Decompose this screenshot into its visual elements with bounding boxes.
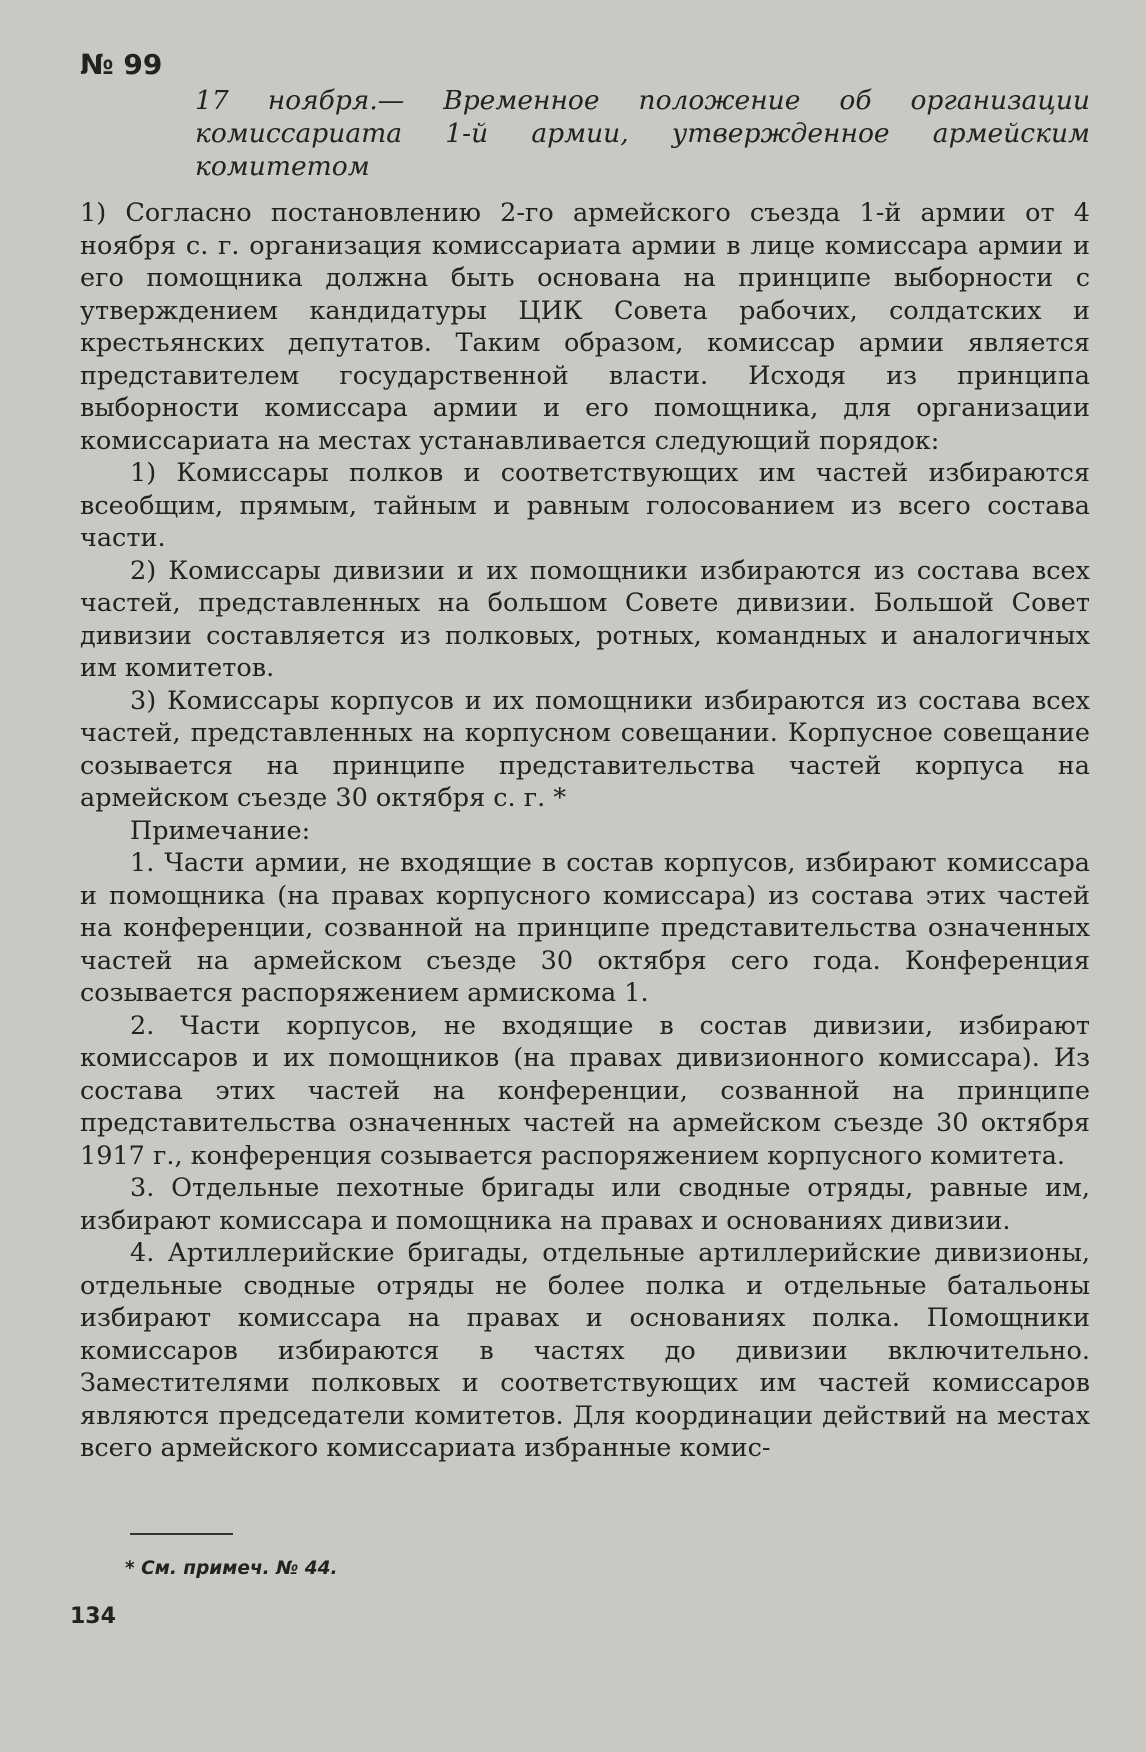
document-title: 17 ноября.— Временное положение об организации комиссариата 1-й армии, утвержденное армейским комитетом — [195, 85, 1090, 182]
paragraph: 2) Комиссары дивизии и их помощники избираются из состава всех частей, представленных на большом Совете дивизии. Большой Совет дивизии составляется из полковых, ротных, командных и аналогичных им комитетов. — [80, 555, 1090, 683]
paragraph: 1) Согласно постановлению 2-го армейского съезда 1-й армии от 4 ноября с. г. организация комиссариата армии в лице комиссара армии и его помощника должна быть основана на принципе выборности с утверждением кандидатуры ЦИК Совета рабочих, солдатских и крестьянских депутатов. Таким образом, комиссар армии является представителем государственной власти. Исходя из принципа выборности комиссара армии и его помощника, для организации комиссариата на местах устанавливается следующий порядок: — [80, 198, 1090, 456]
paragraph: 2. Части корпусов, не входящие в состав дивизии, избирают комиссаров и их помощников (на правах дивизионного комиссара). Из состава этих частей на конференции, созванной на принципе представительства означенных частей на армейском съезде 30 октября 1917 г., конференция созывается распоряжением корпусного комитета. — [80, 1010, 1090, 1171]
footnote-divider — [130, 1533, 233, 1535]
document-body — [80, 197, 1090, 1465]
paragraph: 1) Комиссары полков и соответствующих им частей избираются всеобщим, прямым, тайным и равным голосованием из всего состава части. — [80, 458, 1090, 553]
note-heading: Примечание: — [130, 815, 311, 846]
page-number: 134 — [70, 1604, 116, 1629]
paragraph: 3. Отдельные пехотные бригады или сводные отряды, равные им, избирают комиссара и помощника на правах и основаниях дивизии. — [80, 1173, 1090, 1236]
paragraph: 1. Части армии, не входящие в состав корпусов, избирают комиссара и помощника (на правах корпусного комиссара) из состава этих частей на конференции, созванной на принципе представительства означенных частей на армейском съезде 30 октября сего года. Конференция созывается распоряжением армискома 1. — [80, 848, 1090, 1008]
footnote: * См. примеч. № 44. — [125, 1558, 338, 1579]
paragraph: 3) Комиссары корпусов и их помощники избираются из состава всех частей, представленных на корпусном совещании. Корпусное совещание созывается на принципе представительства частей корпуса на армейском съезде 30 октября с. г. * — [80, 685, 1090, 813]
paragraph: 4. Артиллерийские бригады, отдельные артиллерийские дивизионы, отдельные сводные отряды не более полка и отдельные батальоны избирают комиссара на правах и основаниях полка. Помощники комиссаров избираются в частях до дивизии включительно. Заместителями полковых и соответствующих им частей комиссаров являются председатели комитетов. Для координации действий на местах всего армейского комиссариата избранные комис- — [80, 1238, 1090, 1463]
document-number: № 99 — [80, 48, 163, 81]
